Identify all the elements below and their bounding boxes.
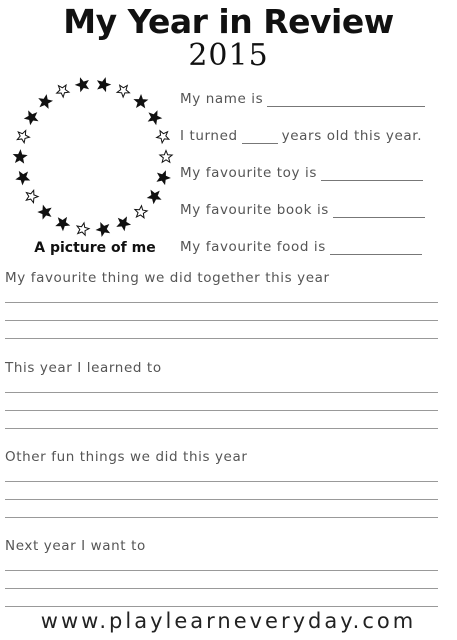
- star-icon: [57, 218, 69, 230]
- writing-line[interactable]: [5, 570, 438, 571]
- star-icon: [135, 206, 147, 218]
- age-prompt: [180, 128, 422, 144]
- writing-line[interactable]: [5, 338, 438, 339]
- food-blank[interactable]: [330, 242, 422, 255]
- food-prompt-text: My favourite food is: [180, 239, 326, 255]
- star-icon: [160, 151, 172, 163]
- star-ring-icon: [8, 75, 178, 245]
- star-icon: [118, 218, 130, 230]
- star-icon: [17, 131, 29, 143]
- star-icon: [97, 223, 109, 235]
- age-prompt-after: years old this year.: [281, 128, 423, 144]
- age-prompt-before: I turned: [180, 128, 238, 144]
- star-icon: [148, 191, 160, 203]
- writing-line[interactable]: [5, 606, 438, 607]
- writing-line[interactable]: [5, 588, 438, 589]
- star-icon: [157, 131, 169, 143]
- star-icon: [14, 151, 26, 163]
- star-icon: [77, 223, 89, 235]
- section-label-learned: This year I learned to: [5, 360, 162, 376]
- writing-line[interactable]: [5, 481, 438, 482]
- section-label-fun-things: Other fun things we did this year: [5, 449, 248, 465]
- star-icon: [57, 85, 69, 97]
- writing-line[interactable]: [5, 410, 438, 411]
- writing-line[interactable]: [5, 392, 438, 393]
- year-heading: 2015: [188, 38, 269, 73]
- star-icon: [17, 172, 29, 184]
- star-icon: [117, 85, 129, 97]
- section-label-favourite-thing: My favourite thing we did together this year: [5, 270, 330, 286]
- star-icon: [25, 112, 37, 124]
- writing-line[interactable]: [5, 320, 438, 321]
- star-icon: [158, 172, 170, 184]
- writing-line[interactable]: [5, 499, 438, 500]
- writing-line[interactable]: [5, 428, 438, 429]
- toy-prompt-text: My favourite toy is: [180, 165, 317, 181]
- food-prompt: [180, 239, 426, 255]
- writing-line[interactable]: [5, 302, 438, 303]
- section-label-next-year: Next year I want to: [5, 538, 146, 554]
- book-prompt-text: My favourite book is: [180, 202, 329, 218]
- star-icon: [135, 95, 147, 107]
- star-icon: [149, 112, 161, 124]
- toy-blank[interactable]: [321, 168, 423, 181]
- footer-website: www.playlearneveryday.com: [40, 609, 417, 633]
- star-icon: [98, 79, 110, 91]
- name-blank[interactable]: [267, 94, 425, 107]
- picture-frame[interactable]: [8, 75, 178, 245]
- name-prompt-text: My name is: [180, 91, 264, 107]
- star-icon: [39, 206, 51, 218]
- book-blank[interactable]: [333, 205, 425, 218]
- star-icon: [76, 79, 88, 91]
- star-icon: [39, 95, 51, 107]
- age-blank[interactable]: [242, 131, 278, 144]
- toy-prompt: [180, 165, 427, 181]
- writing-line[interactable]: [5, 517, 438, 518]
- book-prompt: [180, 202, 429, 218]
- star-icon: [26, 190, 38, 202]
- picture-label: A picture of me: [34, 240, 156, 256]
- page-title: My Year in Review: [63, 2, 394, 41]
- name-prompt: [180, 91, 429, 107]
